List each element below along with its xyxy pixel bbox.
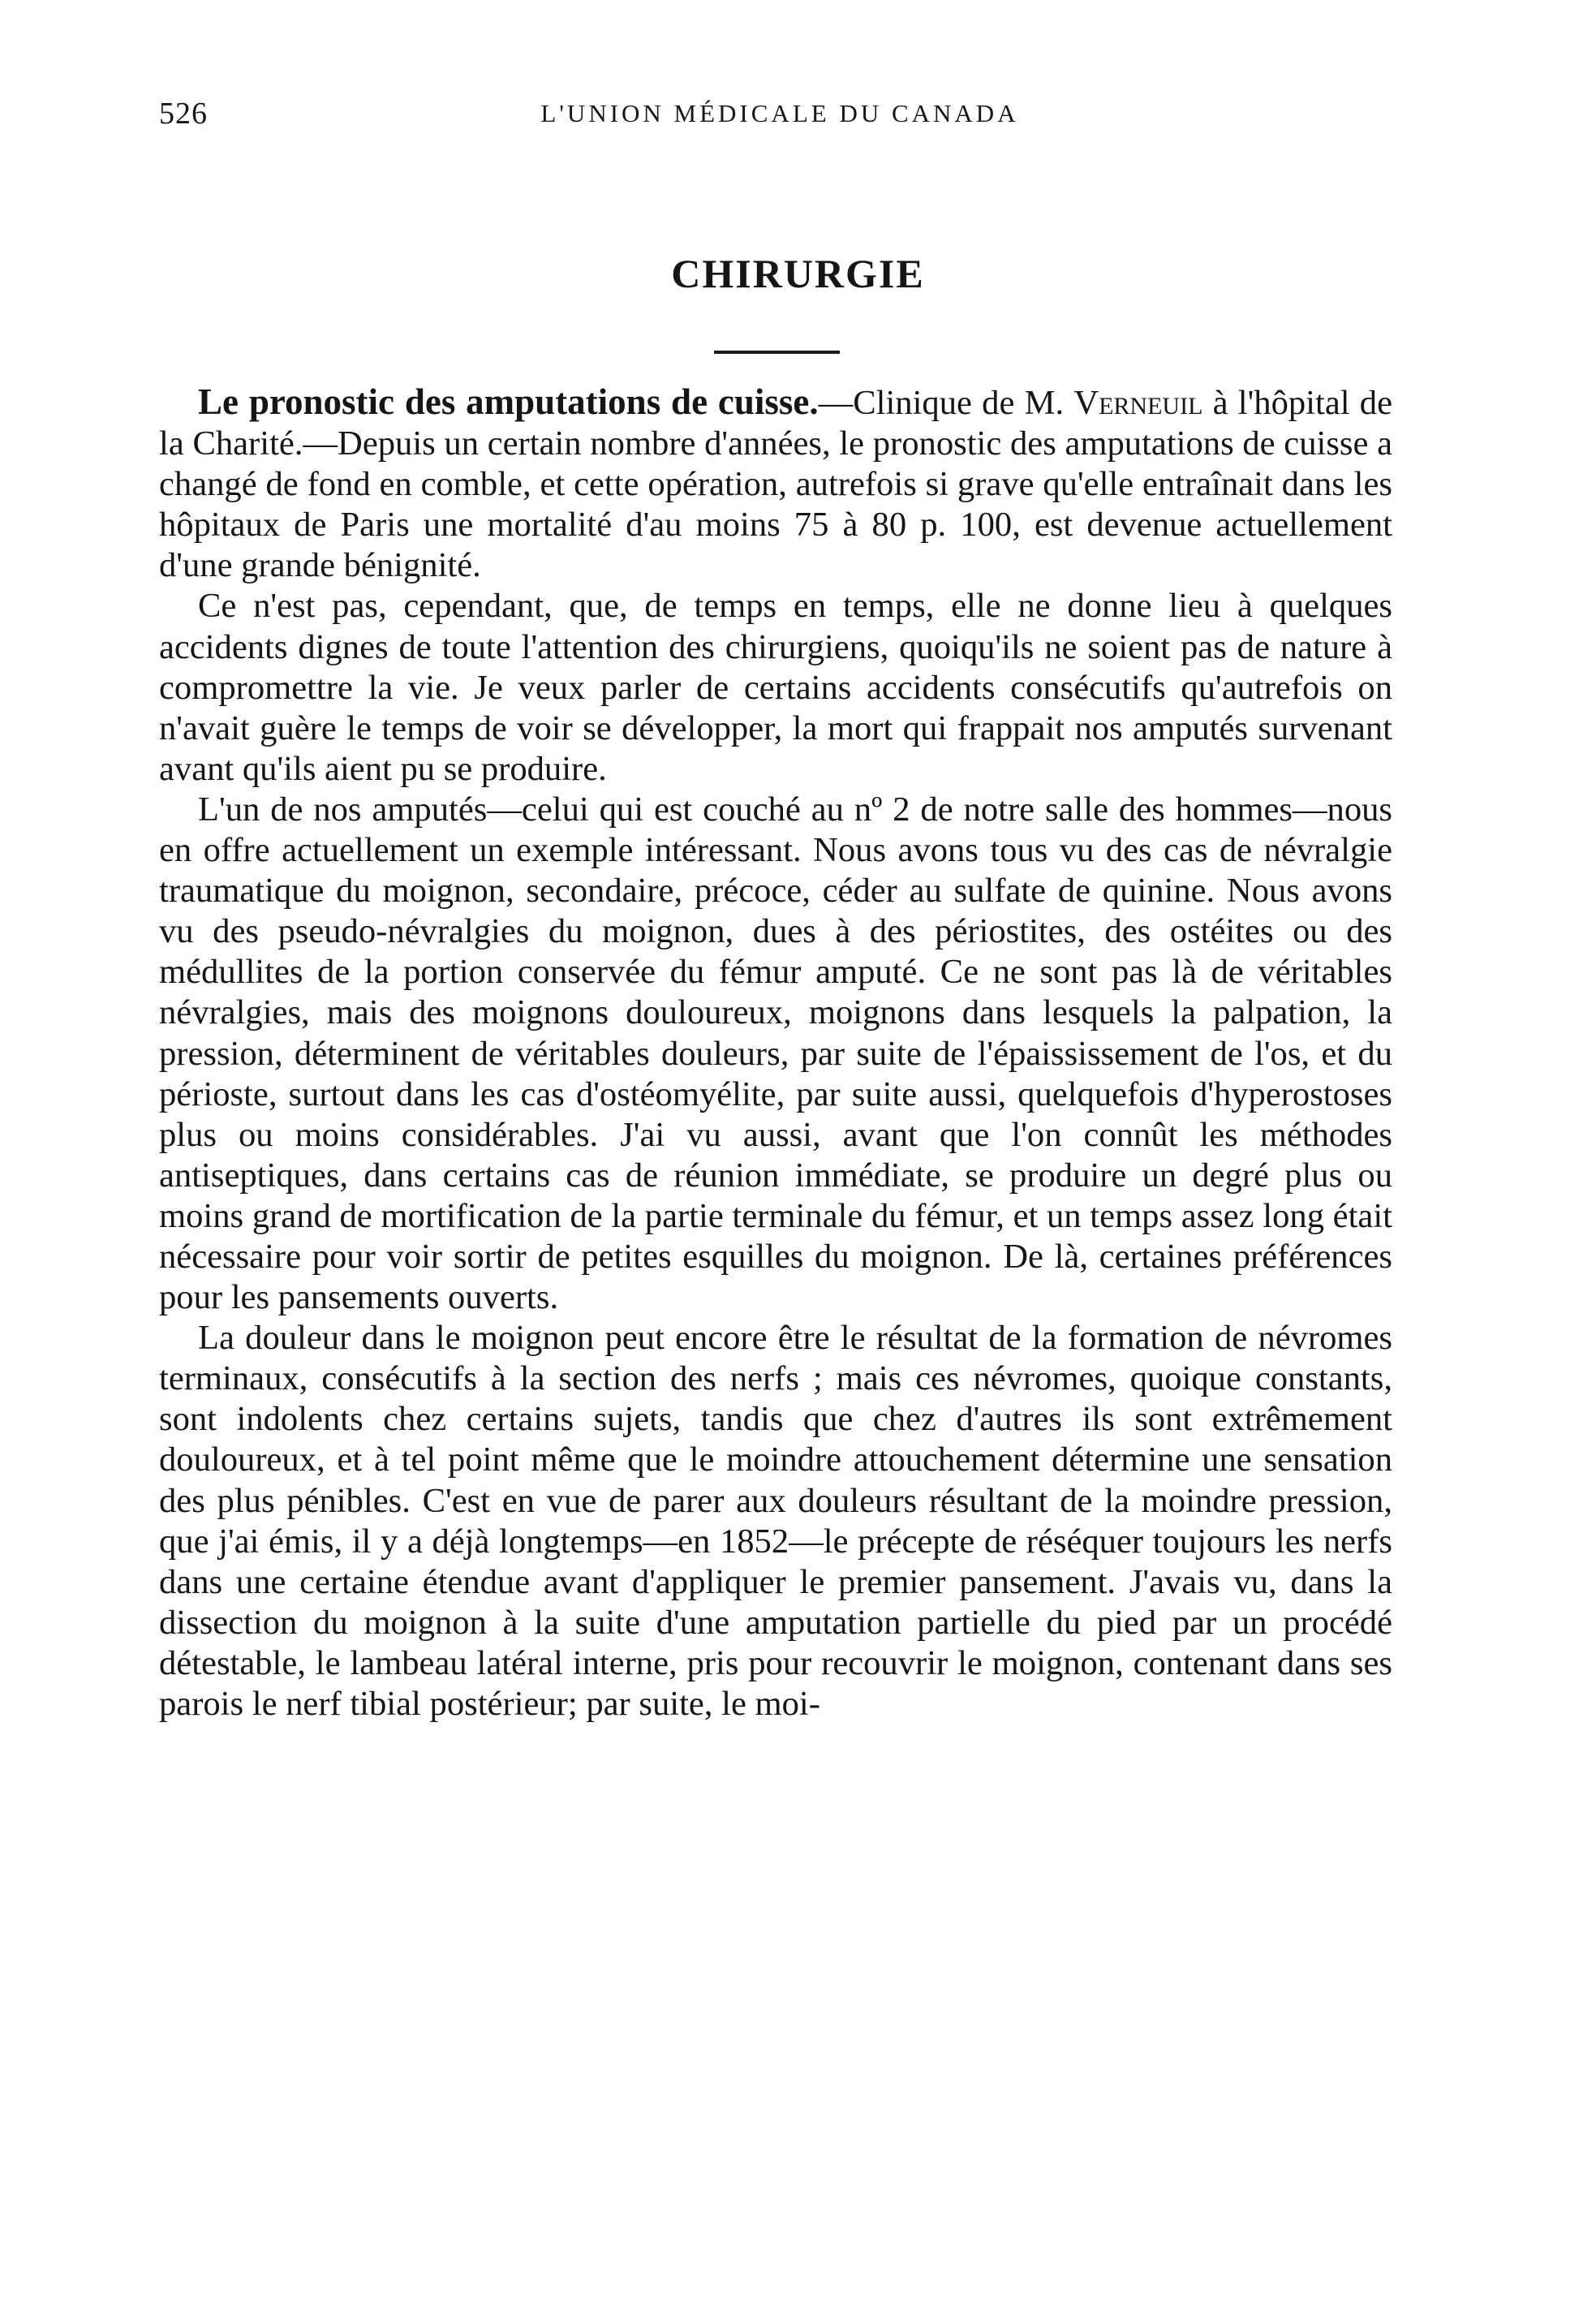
paragraph-2: Ce n'est pas, cependant, que, de temps en temps, elle ne donne lieu à quelques accidents dignes de toute l'attention des chirurgiens, quoiqu'ils ne soient pas de nature à compromettre la vie. Je veux parler de certains accidents consécutifs qu'autrefois on n'avait guère le temps de voir se développer, la mort qui frappait nos amputés survenant avant qu'ils aient pu se produire. (159, 587, 1392, 788)
lead-intro: —Clinique de M. (818, 384, 1074, 422)
section-title: CHIRURGIE (671, 251, 925, 296)
title-divider (714, 351, 840, 354)
surgeon-name: Verneuil (1073, 384, 1203, 422)
page-number: 526 (159, 97, 208, 131)
article-body (159, 381, 1392, 1725)
lead-text: à l'hôpital de la Charité.—Depuis un certain nombre d'années, le pronostic des amputations de cuisse a changé de fond en comble, et cette opération, autrefois si grave qu'elle entraînait dans les hôpitaux de Paris une mortalité d'au moins 75 à 80 p. 100, est devenue actuellement d'une grande bénignité. (159, 384, 1392, 585)
paragraph-3: L'un de nos amputés—celui qui est couché au nº 2 de notre salle des hommes—nous en offre actuellement un exemple intéressant. Nous avons tous vu des cas de névralgie traumatique du moignon, secondaire, précoce, céder au sulfate de quinine. Nous avons vu des pseudo-névralgies du moignon, dues à des périostites, des ostéites ou des médullites de la portion conservée du fémur amputé. Ce ne sont pas là de véritables névralgies, mais des moignons douloureux, moignons dans lesquels la palpation, la pression, déterminent de véritables douleurs, par suite de l'épaississement de l'os, et du périoste, surtout dans les cas d'ostéomyélite, par suite aussi, quelquefois d'hyperostoses plus ou moins considérables. J'ai vu aussi, avant que l'on connût les méthodes antiseptiques, dans certains cas de réunion immédiate, se produire un degré plus ou moins grand de mortification de la partie terminale du fémur, et un temps assez long était nécessaire pour voir sortir de petites esquilles du moignon. De là, certaines préférences pour les pansements ouverts. (159, 790, 1392, 1317)
paragraph-4: La douleur dans le moignon peut encore être le résultat de la formation de névromes terminaux, consécutifs à la section des nerfs ; mais ces névromes, quoique constants, sont indolents chez certains sujets, tandis que chez d'autres ils sont extrêmement douloureux, et à tel point même que le moindre attouchement détermine une sensation des plus pénibles. C'est en vue de parer aux douleurs résultant de la moindre pression, que j'ai émis, il y a déjà longtemps—en 1852—le précepte de réséquer toujours les nerfs dans une certaine étendue avant d'appliquer le premier pansement. J'avais vu, dans la dissection du moignon à la suite d'une amputation partielle du pied par un procédé détestable, le lambeau latéral interne, pris pour recouvrir le moignon, contenant dans ses parois le nerf tibial postérieur; par suite, le moi- (159, 1319, 1392, 1723)
lead-paragraph (159, 381, 1392, 586)
article-headline: Le pronostic des amputations de cuisse. (198, 381, 819, 422)
running-header (159, 96, 1400, 144)
journal-title: L'UNION MÉDICALE DU CANADA (540, 99, 1019, 127)
